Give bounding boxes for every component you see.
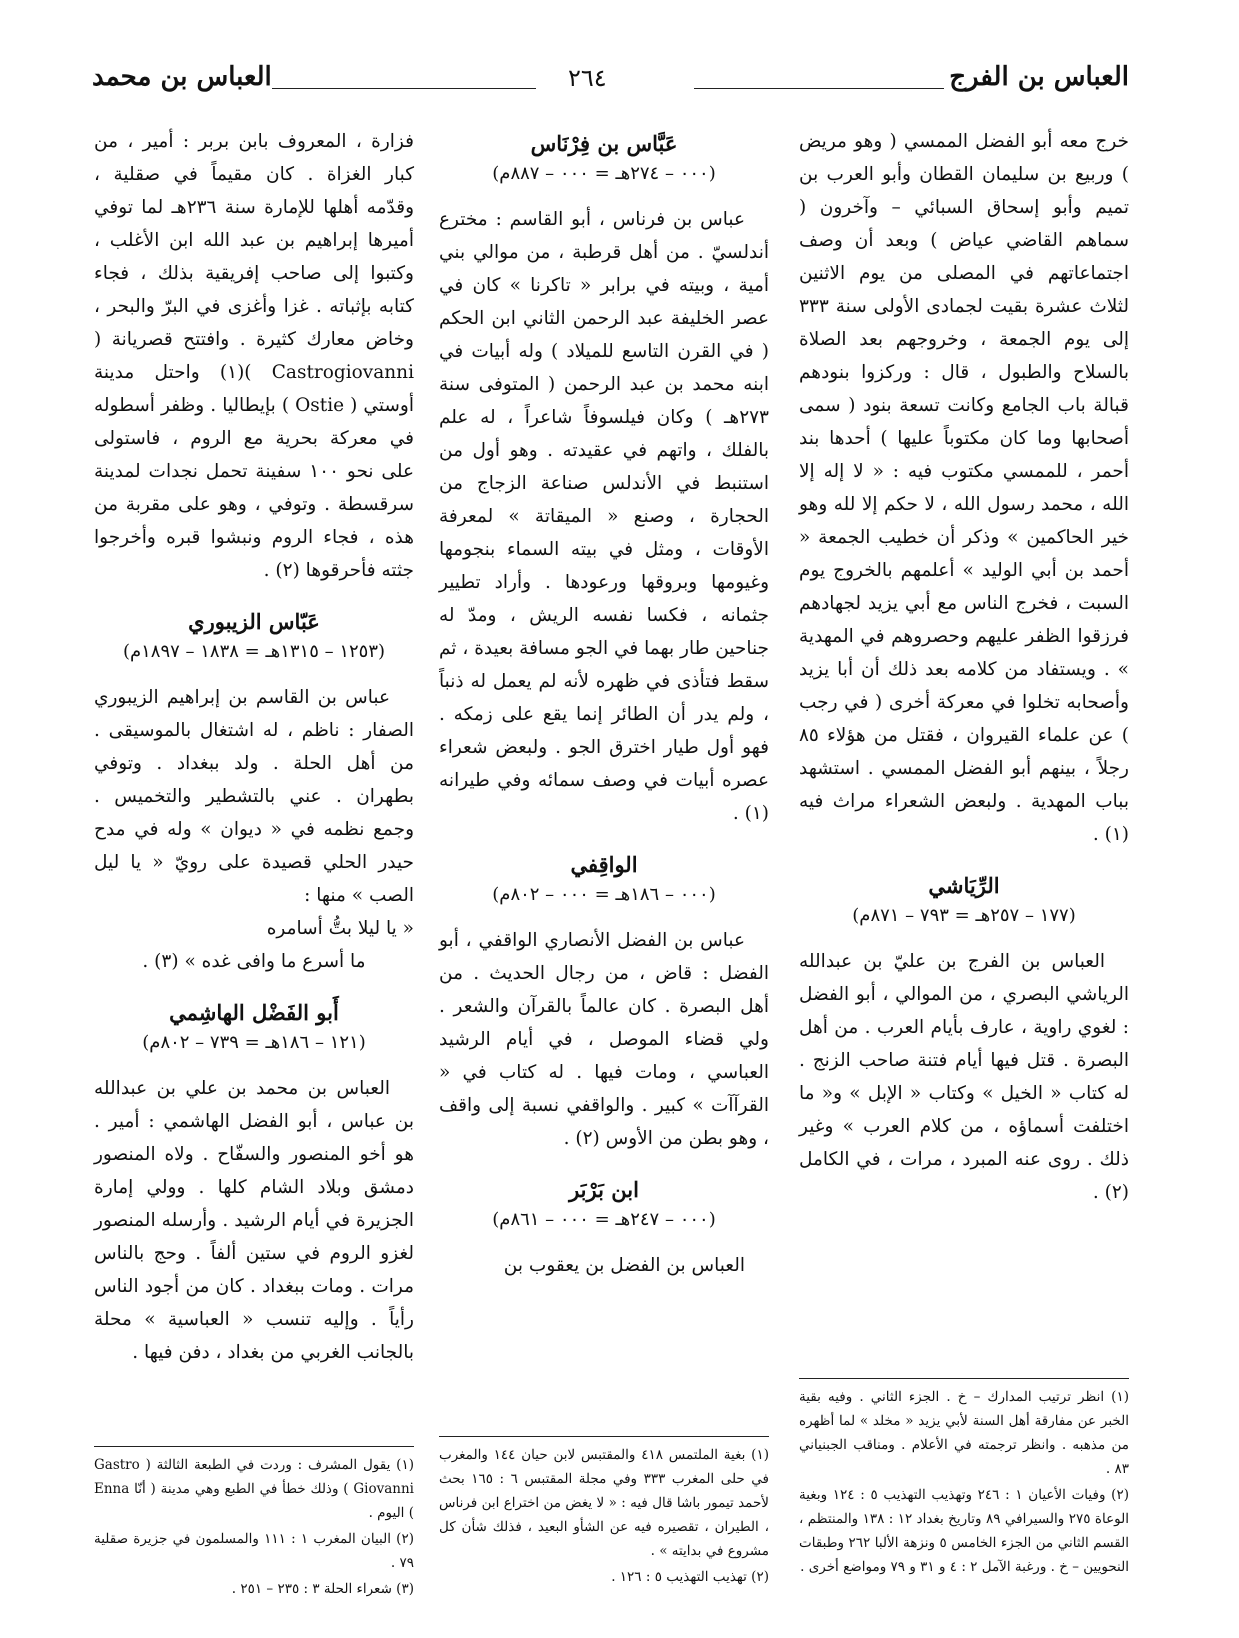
footnotes-right — [799, 1378, 1129, 1581]
entry-body-barbar: العباس بن الفضل بن يعقوب بن — [503, 1255, 745, 1276]
entry-title-riyashi: الرِّيَاشي — [928, 873, 1000, 898]
entry-title-waqifi: الواقِفي — [570, 852, 638, 877]
header-right-title: العباس بن الفرج — [949, 62, 1129, 92]
entry-title-firnas: عَبَّاس بن فِرْنَاس — [530, 131, 678, 156]
verse-line: « يا ليلا بتُّ أسامره — [266, 918, 414, 939]
entry-body-hashimi: العباس بن محمد بن علي بن عبدالله بن عباس ، أبو الفضل الهاشمي : أمير . هو أخو المنصور والسفّاح . ولاه المنصور دمشق وبلاد الشام كلها . وولي إمارة الجزيرة في أيام الرشيد . وأرسله المنصور لغزو الروم في ستين ألفاً . وحج بالناس مرات . ومات ببغداد . كان من أجود الناس رأياً . وإليه تنسب « العباسية » محلة بالجانب الغربي من بغداد ، دفن فيها . — [94, 1078, 414, 1363]
footnote: (١) انظر ترتيب المدارك – خ . الجزء الثاني . وفيه بقية الخبر عن مفارقة أهل السنة لأبي يزيد « مخلد » لما أظهره من مذهبه . وانظر ترجمته في الأعلام . ومناقب الجبنياني ٨٣ . — [799, 1389, 1129, 1477]
entry-dates-firnas: (٠٠٠ – ٢٧٤هـ = ٠٠٠ – ٨٨٧م) — [492, 163, 716, 184]
column-middle — [439, 125, 769, 1302]
column-left — [94, 125, 414, 1389]
header-left-title: العباس بن محمد — [92, 62, 272, 92]
footnote: (٢) تهذيب التهذيب ٥ : ١٢٦ . — [611, 1569, 769, 1585]
entry-title-barbar: ابن بَرْبَر — [569, 1177, 639, 1202]
entry-title-zibawri: عَبّاس الزيبوري — [188, 609, 320, 634]
footnotes-left — [94, 1446, 414, 1603]
entry-body-firnas: عباس بن فرناس ، أبو القاسم : مخترع أندلسيّ . من أهل قرطبة ، من موالي بني أمية ، وبيته في برابر « تاكرنا » كان في عصر الخليفة عبد الرحمن الثاني ابن الحكم ( في القرن التاسع للميلاد ) وله أبيات في ابنه محمد بن عبد الرحمن ( المتوفى سنة ٢٧٣هـ ) وكان فيلسوفاً شاعراً ، له علم بالفلك ، واتهم في عقيدته . وهو أول من استنبط في الأندلس صناعة الزجاج من الحجارة ، وصنع « الميقاتة » لمعرفة الأوقات ، ومثل في بيته السماء بنجومها وغيومها وبروقها ورعودها . وأراد تطيير جثمانه ، فكسا نفسه الريش ، ومدّ له جناحين طار بهما في الجو مسافة بعيدة ، ثم سقط فتأذى في ظهره لأنه لم يعمل له ذنباً ، ولم يدر أن الطائر إنما يقع على زمكه . فهو أول طيار اخترق الجو . ولبعض شعراء عصره أبيات في وصف سمائه وفي طيرانه (١) . — [439, 209, 769, 824]
entry-continuation: فزارة ، المعروف بابن بربر : أمير ، من كبار الغزاة . كان مقيماً في صقلية ، وقدّمه أهلها للإمارة سنة ٢٣٦هـ لما توفي أميرها إبراهيم بن عبد الله ابن الأغلب ، وكتبوا إلى صاحب إفريقية بذلك ، فجاء كتابه بإثباته . غزا وأغزى في البرّ والبحر ، وخاض معارك كثيرة . وافتتح قصريانة ( Castrogiovanni )(١) واحتل مدينة أوستي ( Ostie ) بإيطاليا . وظفر أسطوله في معركة بحرية مع الروم ، فاستولى على نحو ١٠٠ سفينة تحمل نجدات لمدينة سرقسطة . وتوفي ، وهو على مقربة من هذه ، فجاء الروم ونبشوا قبره وأخرجوا جثته فأحرقوها (٢) . — [94, 131, 414, 581]
entry-dates-riyashi: (١٧٧ – ٢٥٧هـ = ٧٩٣ – ٨٧١م) — [852, 905, 1076, 926]
footnotes-middle — [439, 1436, 769, 1591]
entry-continuation: خرج معه أبو الفضل الممسي ( وهو مريض ) وربيع بن سليمان القطان وأبو العرب بن تميم وأبو إسحاق السبائي – وآخرون ( سماهم القاضي عياض ) وبعد أن وصف اجتماعاتهم في المصلى من يوم الاثنين لثلاث عشرة بقيت لجمادى الأولى سنة ٣٣٣ إلى يوم الجمعة ، وخروجهم بعد الصلاة بالسلاح والطبول ، قال : وركزوا بنودهم قبالة باب الجامع وكانت تسعة بنود ( سمى أصحابها وما كان مكتوباً عليها ) أحدها بند أحمر ، للممسي مكتوب فيه : « لا إله إلا الله ، محمد رسول الله ، لا حكم إلا لله وهو خير الحاكمين » وذكر أن خطيب الجمعة « أحمد بن أبي الوليد » أعلمهم بالخروج يوم السبت ، فخرج الناس مع أبي يزيد لجهادهم فرزقوا الظفر عليهم وحصروهم في المهدية » . ويستفاد من كلامه بعد ذلك أن أبا يزيد وأصحابه تخلوا في معركة أخرى ( في رجب ) عن علماء القيروان ، فقتل من هؤلاء ٨٥ رجلاً ، بينهم أبو الفضل الممسي . استشهد بباب المهدية . ولبعض الشعراء مراث فيه (١) . — [799, 131, 1129, 845]
footnote: (١) بغية الملتمس ٤١٨ والمقتبس لابن حيان ١٤٤ والمغرب في حلى المغرب ٣٣٣ وفي مجلة المقتبس ٦ : ١٦٥ بحث لأحمد تيمور باشا قال فيه : « لا يغض من اختراع ابن فرناس ، الطيران ، تقصيره فيه عن الشأو البعيد ، فذلك شأن كل مشروع في بدايته » . — [439, 1447, 769, 1559]
footnote: (٢) البيان المغرب ١ : ١١١ والمسلمون في جزيرة صقلية ٧٩ . — [94, 1531, 414, 1571]
entry-dates-barbar: (٠٠٠ – ٢٤٧هـ = ٠٠٠ – ٨٦١م) — [492, 1209, 716, 1230]
footnote: (٢) وفيات الأعيان ١ : ٢٤٦ وتهذيب التهذيب ٥ : ١٢٤ وبغية الوعاة ٢٧٥ والسيرافي ٨٩ وتاريخ بغداد ١٢ : ١٣٨ والمنتظم ، القسم الثاني من الجزء الخامس ٥ ونزهة الألبا ٢٦٢ وطبقات النحويين – خ . ورغبة الآمل ٢ : ٤ و ٣١ و ٧٩ ومواضع أخرى . — [799, 1487, 1129, 1575]
footnote-rule — [94, 1446, 414, 1447]
entry-body-zibawri: عباس بن القاسم بن إبراهيم الزيبوري الصفار : ناظم ، له اشتغال بالموسيقى . من أهل الحلة . ولد ببغداد . وتوفي بطهران . عني بالتشطير والتخميس . وجمع نظمه في « ديوان » وله في مدح حيدر الحلي قصيدة على رويّ « يا ليل الصب » منها : — [94, 687, 414, 906]
entry-title-hashimi: أَبو الفَضْل الهاشِمي — [169, 1000, 339, 1025]
entry-dates-zibawri: (١٢٥٣ – ١٣١٥هـ = ١٨٣٨ – ١٨٩٧م) — [122, 641, 386, 662]
entry-dates-waqifi: (٠٠٠ – ١٨٦هـ = ٠٠٠ – ٨٠٢م) — [492, 884, 716, 905]
footnote-rule — [439, 1436, 769, 1437]
header-rule-right — [694, 88, 944, 89]
verse-line: ما أسرع ما وافى غده » (٣) . — [142, 951, 366, 972]
page-number: ٢٦٤ — [568, 64, 607, 92]
entry-body-riyashi: العباس بن الفرج بن عليّ بن عبدالله الرياشي البصري ، من الموالي ، أبو الفضل : لغوي راوية ، عارف بأيام العرب . من أهل البصرة . قتل فيها أيام فتنة صاحب الزنج . له كتاب « الخيل » وكتاب « الإبل » و« ما اختلفت أسماؤه ، من كلام العرب » وغير ذلك . روى عنه المبرد ، مرات ، في الكامل (٢) . — [799, 951, 1129, 1203]
header-rule-left — [272, 88, 536, 89]
column-right — [799, 125, 1129, 1229]
footnote-rule — [799, 1378, 1129, 1379]
entry-body-waqifi: عباس بن الفضل الأنصاري الواقفي ، أبو الفضل : قاض ، من رجال الحديث . من أهل البصرة . كان عالماً بالقرآن والشعر . ولي قضاء الموصل ، في أيام الرشيد العباسي ، ومات فيها . له كتاب في « القرآآت » كبير . والواقفي نسبة إلى واقف ، وهو بطن من الأوس (٢) . — [439, 930, 769, 1149]
running-header — [0, 62, 1239, 102]
entry-dates-hashimi: (١٢١ – ١٨٦هـ = ٧٣٩ – ٨٠٢م) — [142, 1032, 366, 1053]
footnote: (٣) شعراء الحلة ٣ : ٢٣٥ – ٢٥١ . — [231, 1581, 414, 1597]
footnote: (١) يقول المشرف : وردت في الطبعة الثالثة ( Gastro Giovanni ) وذلك خطأ في الطبع وهي مدينة ( أنّا Enna ) اليوم . — [94, 1457, 414, 1521]
